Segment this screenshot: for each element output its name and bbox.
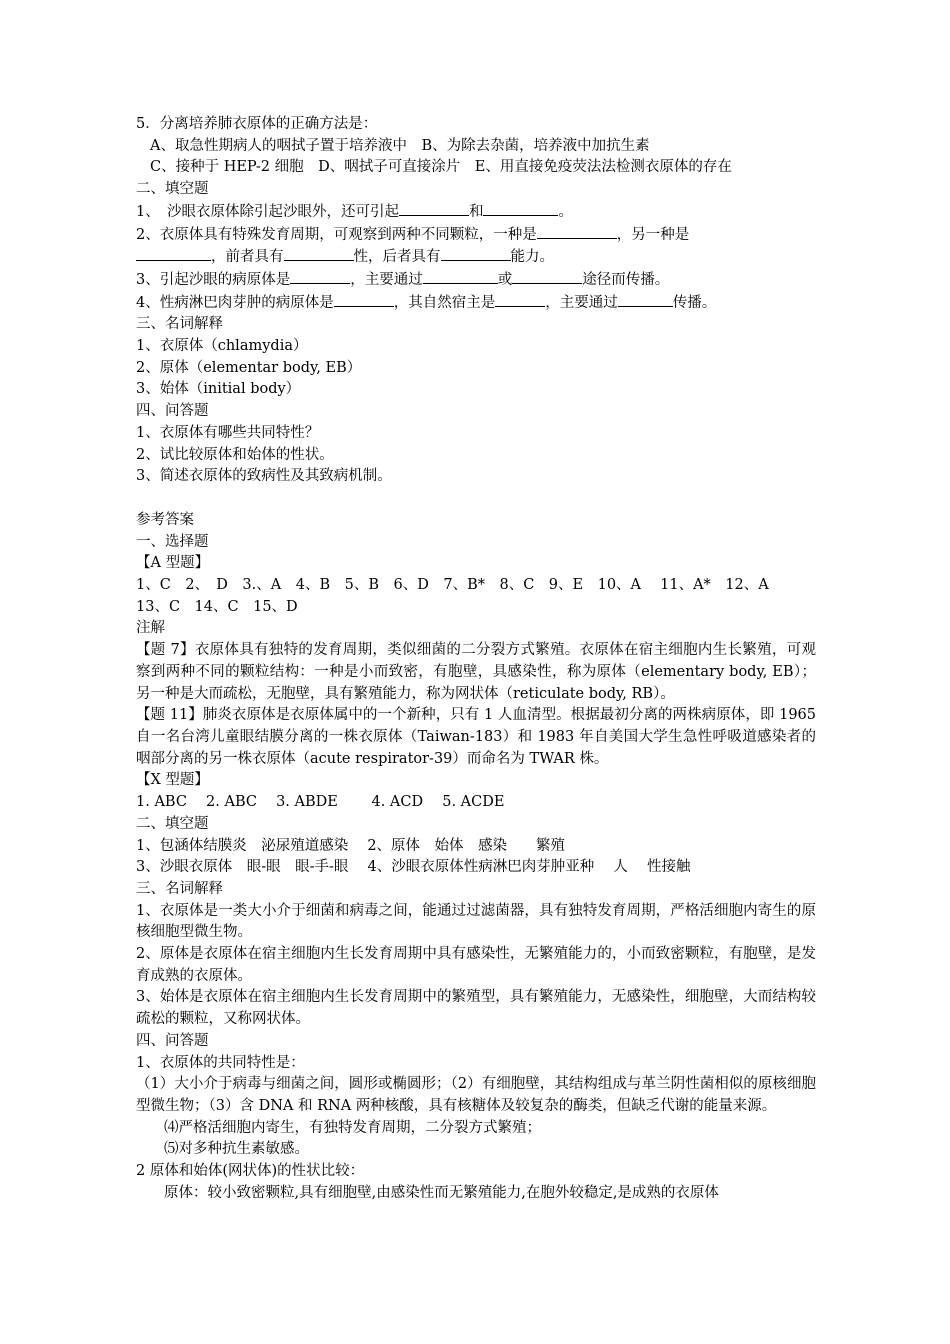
answers-terms-heading: 三、名词解释 — [136, 880, 223, 897]
note-question-11: 【题 11】肺炎衣原体是衣原体属中的一个新种，只有 1 人血清型。根据最初分离的两株病原体，即 1965 自一名台湾儿童眼结膜分离的一株衣原体（Taiwan-183）和 1983 年自美国大学生急性呼吸道感染者的咽部分离的另一株衣原体（acute respirator-39）而命名为 TWAR 株。 — [136, 707, 816, 767]
a-type-answers-line1: 1、C 2、 D 3.、A 4、B 5、B 6、D 7、B* 8、C 9、E 10、A 11、A* 12、A — [136, 577, 769, 594]
answer-blank — [483, 201, 558, 216]
fill-question-2 — [136, 224, 816, 247]
qa-answer-1-point5: ⑸对多种抗生素敏感。 — [164, 1141, 309, 1158]
qa-item: 2、试比较原体和始体的性状。 — [136, 446, 334, 463]
answer-blank — [136, 246, 211, 261]
answer-blank — [423, 269, 498, 284]
fill-q1-text: 1、 沙眼衣原体除引起沙眼外，还可引起 — [136, 203, 399, 220]
answers-heading: 参考答案 — [136, 511, 194, 528]
fill-question-3 — [136, 269, 816, 292]
qa-answer-1-body: （1）大小介于病毒与细菌之间，圆形或椭圆形；（2）有细胞壁，其结构组成与革兰阴性菌相似的原核细胞型微生物；（3）含 DNA 和 RNA 两种核酸，具有核糖体及较复杂的酶类，但缺乏代谢的能量来源。 — [136, 1076, 816, 1114]
fill-q1-text: 和 — [468, 203, 484, 220]
answer-blank — [618, 292, 673, 307]
x-type-answers: 1. ABC 2. ABC 3. ABDE 4. ACD 5. ACDE — [136, 794, 505, 811]
qa-item: 1、衣原体有哪些共同特性？ — [136, 424, 320, 441]
answers-fill-heading: 二、填空题 — [136, 815, 209, 832]
fill-q3-text: 或 — [497, 271, 513, 288]
fill-q4-text: ，其自然宿主是 — [393, 294, 496, 311]
fill-q1-text: 。 — [558, 203, 573, 220]
fill-q3-text: ，主要通过 — [350, 271, 423, 288]
answers-qa-heading: 四、问答题 — [136, 1032, 209, 1049]
a-type-answers-line2: 13、C 14、C 15、D — [136, 598, 298, 615]
qa-answer-1-point4: ⑷严格活细胞内寄生，有独特发育周期，二分裂方式繁殖； — [164, 1119, 541, 1136]
fill-answers-line2: 3、沙眼衣原体 眼-眼 眼-手-眼 4、沙眼衣原体性病淋巴肉芽肿亚种 人 性接触 — [136, 859, 691, 876]
fill-question-2-cont — [136, 246, 816, 269]
fill-answers-line1: 1、包涵体结膜炎 泌尿殖道感染 2、原体 始体 感染 繁殖 — [136, 837, 566, 854]
answers-choice-heading: 一、选择题 — [136, 533, 209, 550]
term-answer-2: 2、原体是衣原体在宿主细胞内生长发育周期中具有感染性，无繁殖能力的，小而致密颗粒，有胞壁，是发育成熟的衣原体。 — [136, 946, 816, 984]
fill-section-heading: 二、填空题 — [136, 181, 209, 198]
qa-item: 3、简述衣原体的致病性及其致病机制。 — [136, 468, 392, 485]
x-type-heading: 【X 型题】 — [136, 772, 209, 789]
answer-blank — [334, 292, 394, 307]
term-answer-3: 3、始体是衣原体在宿主细胞内生长发育周期中的繁殖型，具有繁殖能力，无感染性，细胞壁，大而结构较疏松的颗粒，又称网状体。 — [136, 989, 816, 1028]
note-question-7: 【题 7】衣原体具有独特的发育周期，类似细菌的二分裂方式繁殖。衣原体在宿主细胞内生长繁殖，可观察到两种不同的颗粒结构：一种是小而致密，有胞壁，具感染性，称为原体（elementary body, EB）；另一种是大而疏松，无胞壁，具有繁殖能力，称为网状体（reticulate body, RB）。 — [136, 642, 816, 702]
spacer — [136, 488, 816, 510]
term-item: 2、原体（elementar body, EB） — [136, 359, 362, 376]
qa-answer-2-body: 原体：较小致密颗粒,具有细胞壁,由感染性而无繁殖能力,在胞外较稳定,是成熟的衣原体 — [164, 1184, 719, 1201]
q5-stem: 5．分离培养肺衣原体的正确方法是： — [136, 116, 378, 132]
answer-blank — [290, 269, 350, 284]
term-answer-1: 1、衣原体是一类大小介于细菌和病毒之间，能通过过滤菌器，具有独特发育周期，严格活细胞内寄生的原核细胞型微生物。 — [136, 902, 816, 941]
answer-blank — [284, 246, 354, 261]
fill-q4-text: ，主要通过 — [545, 294, 618, 311]
term-item: 3、始体（initial body） — [136, 381, 301, 398]
fill-q4-text: 传播。 — [672, 294, 717, 311]
notes-heading: 注解 — [136, 620, 165, 637]
answer-blank — [537, 224, 617, 239]
term-item: 1、衣原体（chlamydia） — [136, 338, 308, 355]
a-type-heading: 【A 型题】 — [136, 555, 210, 572]
document-page — [136, 114, 816, 1204]
q5-options-line2: C、接种于 HEP-2 细胞 D、咽拭子可直接涂片 E、用直接免疫荧法法检测衣原体的存在 — [150, 159, 732, 176]
fill-q2-text: ，另一种是 — [616, 226, 690, 243]
terms-section-heading: 三、名词解释 — [136, 316, 223, 333]
fill-q2-text: 能力。 — [510, 249, 554, 266]
fill-q3-text: 途径而传播。 — [582, 271, 670, 288]
answer-blank — [512, 269, 582, 284]
answer-blank — [399, 201, 469, 216]
fill-question-1 — [136, 201, 816, 224]
fill-q3-text: 3、引起沙眼的病原体是 — [136, 271, 291, 288]
q5-options-line1: A、取急性期病人的咽拭子置于培养液中 B、为除去杂菌，培养液中加抗生素 — [150, 137, 650, 154]
fill-question-4 — [136, 292, 816, 315]
fill-q2-text: ，前者具有 — [211, 249, 284, 266]
answer-blank — [441, 246, 511, 261]
qa-answer-1-title: 1、衣原体的共同特性是： — [136, 1054, 305, 1071]
fill-q4-text: 4、性病淋巴肉芽肿的病原体是 — [136, 294, 334, 311]
fill-q2-text: 2、衣原体具有特殊发育周期，可观察到两种不同颗粒，一种是 — [136, 226, 537, 243]
fill-q2-text: 性，后者具有 — [353, 249, 441, 266]
qa-answer-2-title: 2 原体和始体(网状体)的性状比较： — [136, 1163, 365, 1180]
answer-blank — [495, 292, 545, 307]
qa-section-heading: 四、问答题 — [136, 403, 209, 420]
